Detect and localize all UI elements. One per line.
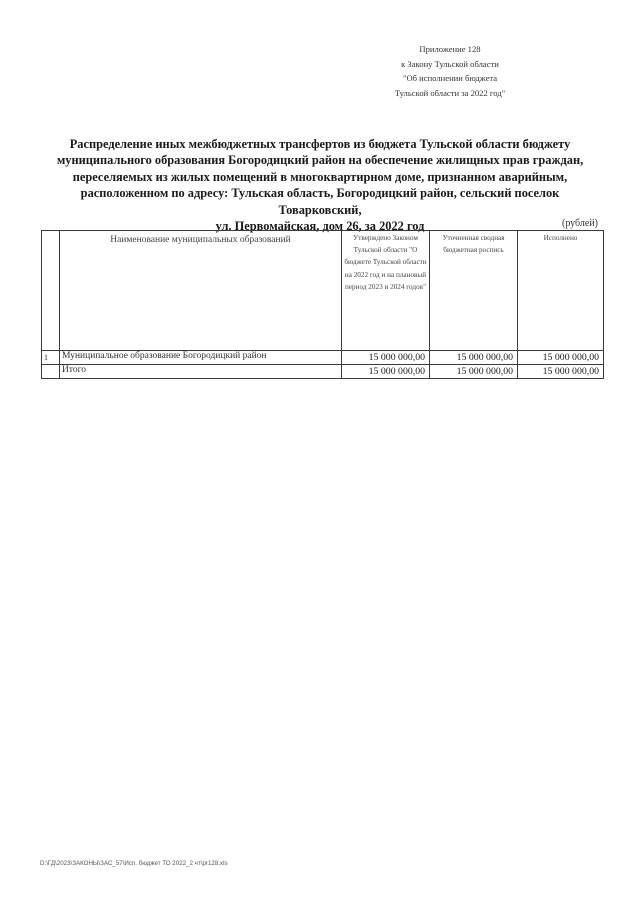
header-name: Наименование муниципальных образований <box>60 231 342 351</box>
total-refined: 15 000 000,00 <box>430 365 518 379</box>
title-line-2: муниципального образования Богородицкий район на обеспечение жилищных прав граждан, <box>56 153 584 168</box>
header-num-cell <box>42 231 60 351</box>
row-num: 1 <box>42 351 60 365</box>
appendix-line-2: к Закону Тульской области <box>401 58 499 69</box>
table-header-row <box>42 231 604 351</box>
appendix-line-3: "Об исполнении бюджета <box>402 73 498 84</box>
header-executed: Исполнено <box>518 231 604 351</box>
table-row <box>42 351 604 365</box>
file-path-footer: D:\ГД\2023\ЗАКОНЫ\ЗАС_57\Исп. бюджет ТО 2022_2 чт\pr128.xls <box>40 860 228 867</box>
total-name: Итого <box>60 365 342 379</box>
appendix-line-4: Тульской области за 2022 год" <box>394 87 506 98</box>
row-executed: 15 000 000,00 <box>518 351 604 365</box>
row-refined: 15 000 000,00 <box>430 351 518 365</box>
title-line-3: переселяемых из жилых помещений в многоквартирном доме, признанном аварийным, <box>72 169 568 184</box>
row-approved: 15 000 000,00 <box>342 351 430 365</box>
transfers-table <box>41 230 604 379</box>
units-label: (рублей) <box>561 218 598 229</box>
total-row <box>42 365 604 379</box>
total-approved: 15 000 000,00 <box>342 365 430 379</box>
appendix-line-1: Приложение 128 <box>419 44 481 54</box>
total-executed: 15 000 000,00 <box>518 365 604 379</box>
title-line-4: расположенном по адресу: Тульская область, Богородицкий район, сельский поселок Товарковский, <box>80 186 560 217</box>
header-approved: Утверждено Законом Тульской области "О бюджете Тульской области на 2022 год и на плановый период 2023 и 2024 годов" <box>342 231 430 351</box>
title-line-1: Распределение иных межбюджетных трансфертов из бюджета Тульской области бюджету <box>69 137 571 151</box>
header-refined: Уточненная сводная бюджетная роспись <box>430 231 518 351</box>
document-title <box>40 136 600 234</box>
row-name: Муниципальное образование Богородицкий район <box>60 351 342 365</box>
total-num <box>42 365 60 379</box>
title-line-5: ул. Первомайская, дом 26, за 2022 год <box>215 219 425 234</box>
appendix-note <box>350 42 550 100</box>
